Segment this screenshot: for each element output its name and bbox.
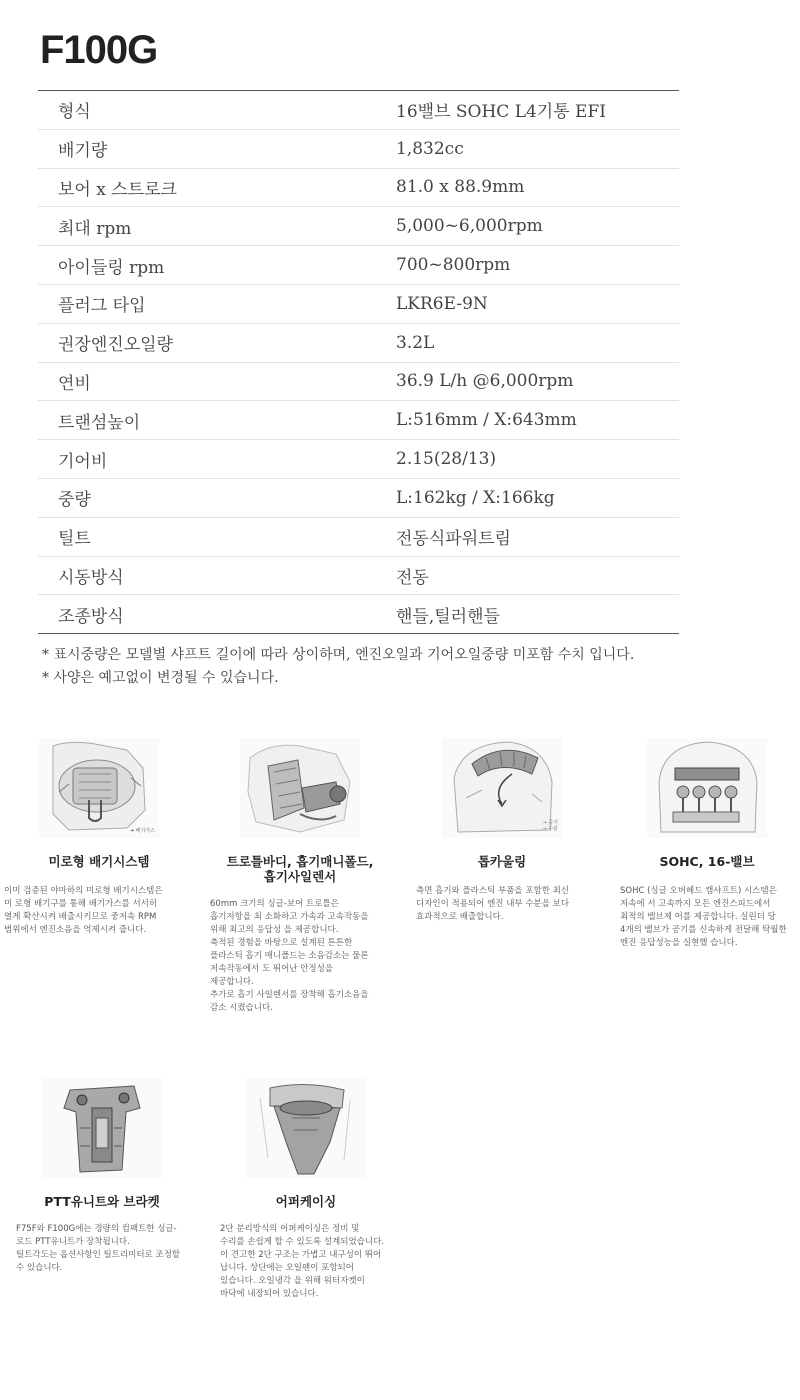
- table-row: [38, 323, 679, 362]
- water-caption: 수분: [548, 826, 558, 832]
- spec-label: 기어비: [38, 440, 378, 479]
- feature-description: SOHC (싱글 오버헤드 캠샤프트) 시스템은 저속에 서 고속까지 모든 엔진스피드에서 최적의 밸브제 어를 제공합니다. 실린더 당 4개의 밸브가 공기를 신속하게 전달해 탁월한 엔진 응답성능을 실현했 습니다.: [620, 886, 787, 948]
- table-row: [38, 556, 679, 595]
- sohc-valve-illustration: [647, 738, 767, 838]
- table-row: [38, 168, 679, 207]
- feature-exhaust-system: [4, 738, 194, 937]
- table-row: [38, 401, 679, 440]
- spec-label: 조종방식: [58, 606, 124, 627]
- spec-value: 81.0 x 88.9mm: [378, 168, 679, 207]
- feature-upper-casing: [216, 1078, 396, 1301]
- feature-throttle-body: [210, 738, 390, 1015]
- table-row: [38, 246, 679, 285]
- spec-value: 700~800rpm: [378, 246, 679, 285]
- feature-description: 이미 검증된 야마하의 미로형 배기시스템은 미 로형 배기구를 통해 배기가스를 서서히 열게 확산시켜 배출시키므로 중저속 RPM 범위에서 엔진소음을 억제시켜 줍니다.: [4, 886, 163, 935]
- spec-label: 플러그 타입: [38, 284, 378, 323]
- table-row: [38, 91, 679, 130]
- spec-value: 핸들,틸러핸들: [396, 606, 500, 627]
- spec-value: LKR6E-9N: [378, 284, 679, 323]
- feature-title: PTT유니트와 브라켓: [44, 1194, 160, 1209]
- table-row: [38, 595, 679, 634]
- feature-description: 측면 흡기와 플라스틱 부품을 포함한 최신 디자인이 적용되어 엔진 내부 수분을 보다 효과적으로 배출합니다.: [416, 886, 570, 922]
- spec-label: 권장엔진오일량: [38, 323, 378, 362]
- spec-label: 중량: [38, 478, 378, 517]
- feature-title: 톱카울링: [477, 854, 527, 869]
- spec-value: 3.2L: [378, 323, 679, 362]
- feature-sohc-valve: [618, 738, 796, 950]
- air-caption: 공기: [548, 820, 558, 826]
- footnotes: [42, 644, 634, 690]
- exhaust-caption: 배기가스: [135, 828, 155, 834]
- footnote-weight: * 표시중량은 모델별 샤프트 길이에 따라 상이하며, 엔진오일과 기어오일중량 미포함 수치 입니다.: [42, 647, 635, 663]
- table-row: [38, 284, 679, 323]
- spec-label: 틸트: [38, 517, 378, 556]
- throttle-body-illustration: [240, 738, 360, 838]
- feature-description: 60mm 크기의 싱글-보어 트로틀은 흡기저항을 최 소화하고 가속과 고속작동을 위해 최고의 응답성 을 제공합니다. 축적된 경험을 바탕으로 설계된 튼튼한 플라스틱 흡기 매니폴드는 소음감소는 물론 저속작동에서 도 뛰어난 안정성을 제공합니다. 추가로 흡기 사일렌서를 장착해 흡기소음을 감소 시켰습니다.: [210, 899, 369, 1013]
- feature-title: SOHC, 16-밸브: [659, 854, 755, 869]
- ptt-unit-illustration: [42, 1078, 162, 1178]
- upper-casing-illustration: [246, 1078, 366, 1178]
- feature-description: F75F와 F100G에는 경량의 컴팩트한 싱글- 로드 PTT유니트가 장착됩니다. 틸트각도는 옵션사항인 틸트리미터로 조정할 수 있습니다.: [16, 1224, 181, 1273]
- spec-label: 형식: [38, 91, 378, 130]
- feature-title: 미로형 배기시스템: [48, 854, 150, 869]
- feature-ptt-unit: [12, 1078, 192, 1275]
- spec-value: 전동: [378, 556, 679, 595]
- spec-value: L:516mm / X:643mm: [378, 401, 679, 440]
- feature-top-cowling: [412, 738, 592, 924]
- spec-label: 트랜섬높이: [38, 401, 378, 440]
- feature-title: 트로틀바디, 흡기매니폴드, 흡기사일렌서: [226, 854, 374, 884]
- spec-value: 16밸브 SOHC L4기통 EFI: [378, 91, 679, 130]
- spec-value: 2.15(28/13): [378, 440, 679, 479]
- feature-description: 2단 분리방식의 어퍼케이싱은 정비 및 수리를 손쉽게 할 수 있도록 설계되었습니다. 이 견고한 2단 구조는 가볍고 내구성이 뛰어 납니다. 상단에는 오일팬이 포함되어 있습니다. 오일냉각 을 위해 워터자켓이 바닥에 내장되어 있습니다.: [220, 1224, 385, 1299]
- exhaust-system-illustration: [39, 738, 159, 838]
- spec-table: [38, 90, 679, 634]
- feature-title: 어퍼케이싱: [275, 1194, 337, 1209]
- top-cowling-illustration: [442, 738, 562, 838]
- spec-label: 시동방식: [38, 556, 378, 595]
- footnote-spec-change: * 사양은 예고없이 변경될 수 있습니다.: [42, 670, 279, 686]
- table-row: [38, 440, 679, 479]
- spec-value: 36.9 L/h @6,000rpm: [378, 362, 679, 401]
- water-arrow-icon: →: [542, 826, 547, 832]
- spec-value: 전동식파워트림: [378, 517, 679, 556]
- table-row: [38, 517, 679, 556]
- table-row: [38, 362, 679, 401]
- table-row: [38, 129, 679, 168]
- air-arrow-icon: →: [542, 820, 547, 826]
- spec-label: 아이들링 rpm: [38, 246, 378, 285]
- spec-value: L:162kg / X:166kg: [378, 478, 679, 517]
- spec-label: 배기량: [38, 129, 378, 168]
- spec-label: 최대 rpm: [38, 207, 378, 246]
- spec-value: 1,832cc: [378, 129, 679, 168]
- spec-label: 보어 x 스트로크: [38, 168, 378, 207]
- spec-label: 연비: [38, 362, 378, 401]
- table-row: [38, 478, 679, 517]
- page-title: F100G: [40, 28, 158, 72]
- table-row: [38, 207, 679, 246]
- spec-value: 5,000~6,000rpm: [378, 207, 679, 246]
- arrow-icon: ➜: [129, 828, 135, 834]
